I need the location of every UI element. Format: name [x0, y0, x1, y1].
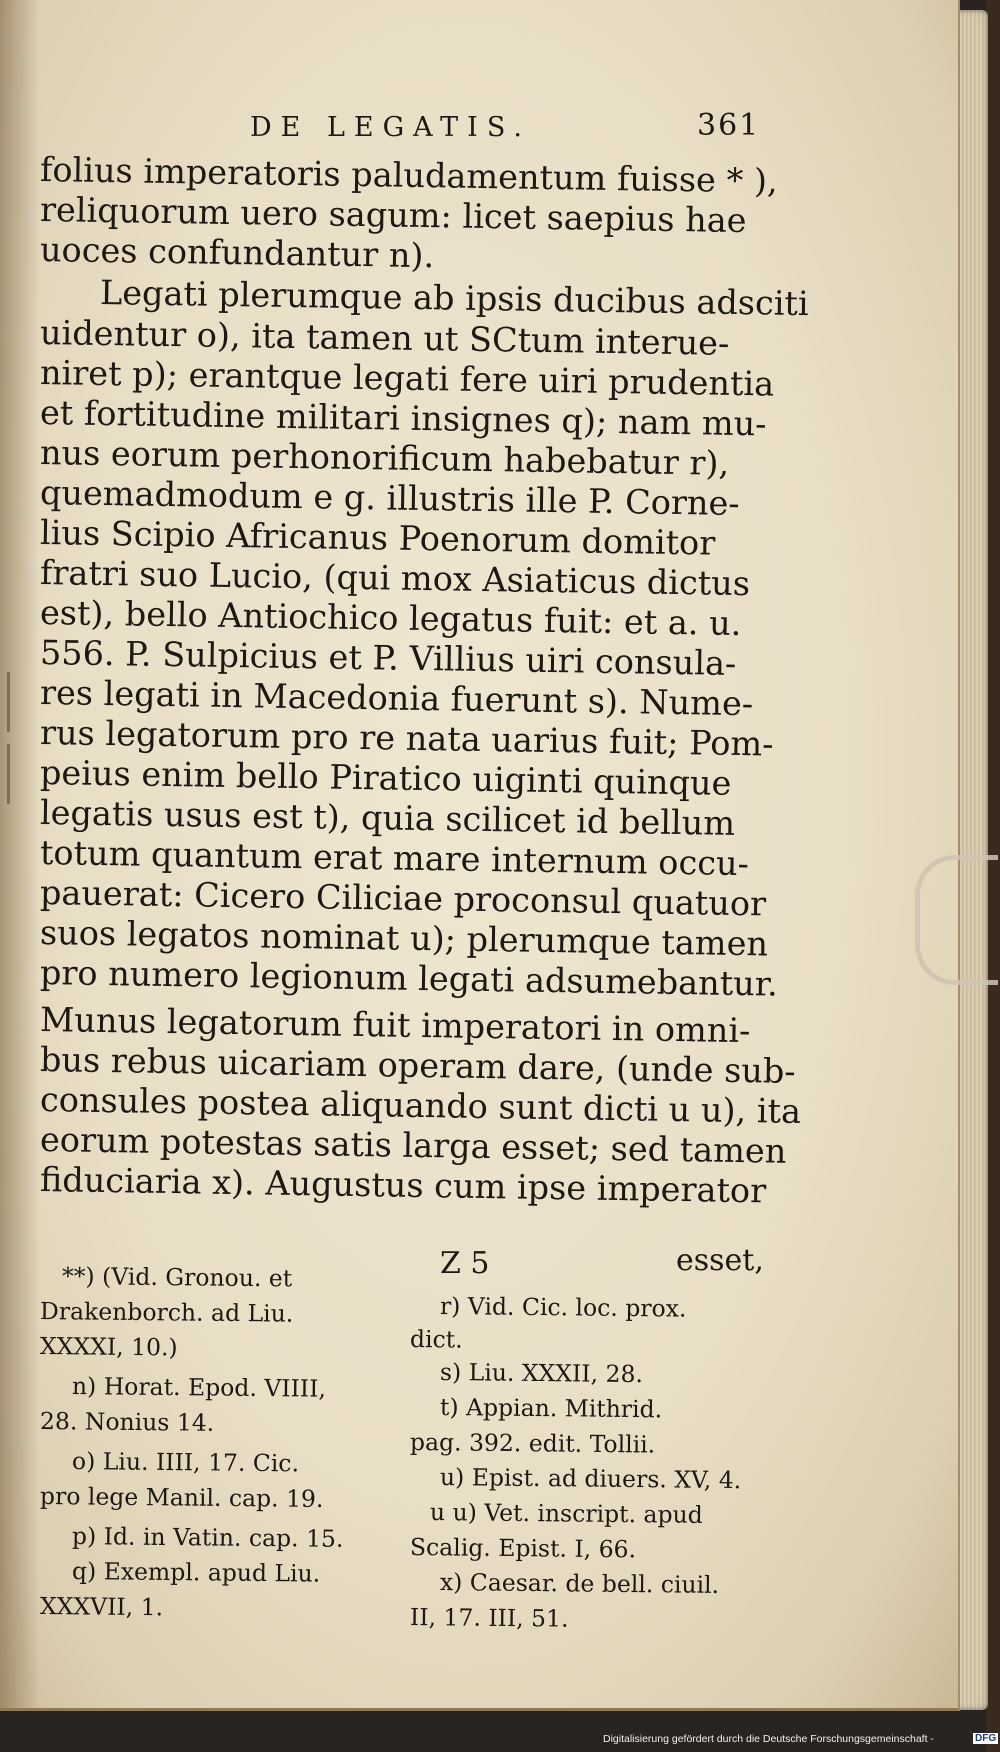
footnote-left: Drakenborch. ad Liu.	[39, 1297, 294, 1328]
body-line: et fortitudine militari insignes q); nam mu-	[39, 393, 767, 444]
body-line: fratri suo Lucio, (qui mox Asiaticus dictus	[39, 553, 751, 604]
body-line: peius enim bello Piratico uiginti quinque	[39, 753, 732, 803]
body-line: lius Scipio Africanus Poenorum domitor	[39, 513, 716, 563]
dfg-logo: DFG	[975, 1733, 997, 1744]
body-line: suos legatos nominat u); plerumque tamen	[39, 913, 769, 964]
body-line: uidentur o), ita tamen ut SCtum interue-	[39, 313, 730, 363]
digitization-credit: Digitalisierung gefördert durch die Deutsche Forschungsgemeinschaft -	[603, 1733, 934, 1745]
footnote-left: XXXVII, 1.	[39, 1592, 164, 1622]
body-line: Munus legatorum fuit imperatori in omni-	[39, 1000, 751, 1051]
body-line: fiduciaria x). Augustus cum ipse imperator	[39, 1160, 767, 1211]
footnote-right: x) Caesar. de bell. ciuil.	[439, 1568, 720, 1599]
body-line: est), bello Antiochico legatus fuit: et a. u.	[39, 593, 742, 644]
footnote-right: u) Epist. ad diuers. XV, 4.	[439, 1463, 742, 1495]
footnote-left: XXXXI, 10.)	[39, 1332, 178, 1362]
footnote-right: pag. 392. edit. Tollii.	[409, 1428, 656, 1459]
body-line: eorum potestas satis larga esset; sed tamen	[39, 1120, 787, 1171]
body-line: totum quantum erat mare internum occu-	[39, 833, 750, 884]
footnote-right: Scalig. Epist. I, 66.	[409, 1533, 637, 1564]
footnote-left: p) Id. in Vatin. cap. 15.	[71, 1522, 344, 1553]
body-line: 556. P. Sulpicius et P. Villius uiri consula-	[39, 633, 737, 683]
body-line: reliquorum uero sagum: licet saepius hae	[39, 190, 747, 241]
footnote-right: t) Appian. Mithrid.	[439, 1393, 663, 1424]
footnote-left: o) Liu. IIII, 17. Cic.	[71, 1447, 300, 1478]
footnote-right: s) Liu. XXXII, 28.	[439, 1358, 644, 1389]
footnote-left: q) Exempl. apud Liu.	[71, 1557, 321, 1588]
body-line: Legati plerumque ab ipsis ducibus adsciti	[99, 273, 809, 324]
gutter-marks	[4, 660, 14, 860]
signature-mark: Z 5	[440, 1246, 490, 1281]
footnote-left: 28. Nonius 14.	[39, 1407, 215, 1437]
body-line: res legati in Macedonia fuerunt s). Nume-	[39, 673, 754, 724]
body-line: consules postea aliquando sunt dicti u u), ita	[39, 1080, 802, 1131]
footnote-right: II, 17. III, 51.	[409, 1603, 569, 1633]
body-line: pauerat: Cicero Ciliciae proconsul quatuor	[39, 873, 767, 924]
footnote-right: u u) Vet. inscript. apud	[429, 1498, 703, 1529]
body-line: rus legatorum pro re nata uarius fuit; Pom-	[39, 713, 774, 764]
body-line: niret p); erantque legati fere uiri prudentia	[39, 353, 775, 404]
body-line: bus rebus uicariam operam dare, (unde sub-	[39, 1040, 796, 1091]
body-line: quemadmodum e g. illustris ille P. Corne-	[39, 473, 740, 523]
body-line: folius imperatoris paludamentum fuisse * ),	[39, 150, 778, 201]
footnote-left: n) Horat. Epod. VIIII,	[71, 1372, 327, 1403]
page-number: 361	[697, 108, 761, 143]
catchword: esset,	[676, 1243, 764, 1278]
footnote-left: pro lege Manil. cap. 19.	[39, 1482, 324, 1513]
footnote-right: dict.	[409, 1325, 463, 1354]
body-line: uoces confundantur n).	[39, 230, 435, 276]
footnote-right: r) Vid. Cic. loc. prox.	[439, 1292, 687, 1323]
body-line: legatis usus est t), quia scilicet id bellum	[39, 793, 736, 843]
body-line: nus eorum perhonorificum habebatur r),	[39, 433, 730, 483]
body-line: pro numero legionum legati adsumebantur.	[39, 953, 779, 1004]
page-clip	[915, 855, 998, 985]
running-head: DE LEGATIS.	[250, 112, 531, 143]
footnote-left: **) (Vid. Gronou. et	[61, 1262, 293, 1293]
